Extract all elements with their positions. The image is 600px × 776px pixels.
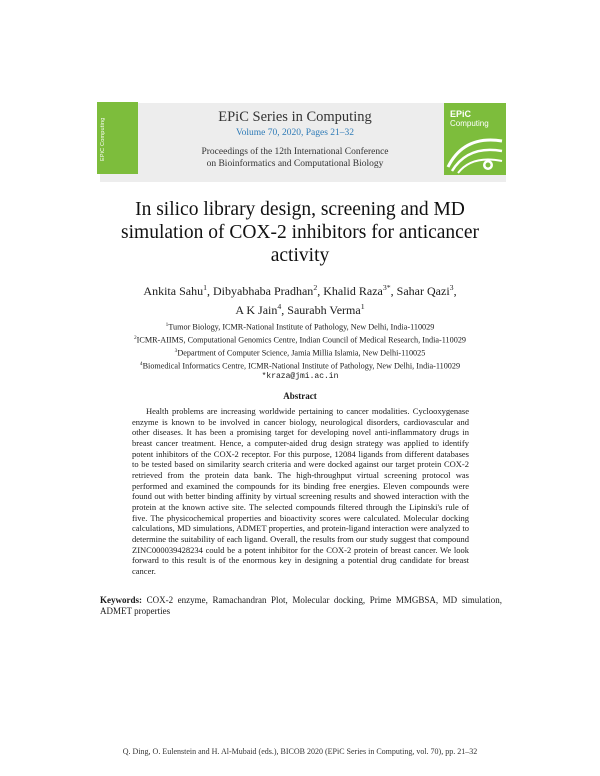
corresponding-email[interactable]: *kraza@jmi.ac.in: [261, 372, 339, 382]
logo-right-subtitle: Computing: [450, 119, 489, 128]
epic-logo-left: [97, 102, 138, 174]
citation-footer: Q. Ding, O. Eulenstein and H. Al-Mubaid (eds.), BICOB 2020 (EPiC Series in Computing, vol. 70), pp. 21–32: [122, 747, 478, 756]
proceedings: [150, 146, 440, 170]
series-title: EPiC Series in Computing: [218, 109, 372, 125]
logo-left-label: EPiC Computing: [100, 117, 106, 161]
author: Ankita Sahu$^1$,: [143, 283, 213, 298]
affiliation: $^2$ICMR-AIIMS, Computational Genomics Centre, Indian Council of Medical Research, India-110029: [133, 335, 467, 345]
keywords-list: COX-2 enzyme, Ramachandran Plot, Molecular docking, Prime MMGBSA, MD simulation, ADMET properties: [100, 595, 502, 616]
affiliation: $^1$Tumor Biology, ICMR-National Institute of Pathology, New Delhi, India-110029: [165, 322, 435, 332]
abstract-text: Health problems are increasing worldwide pertaining to cancer modalities. Cyclooxygenase enzyme is known to be involved in cancer biology, neurological disorders, cardiovascular and other diseases. It has been a promising target for developing novel anti-inflammatory drugs in breast cancer treatment. Hence, a computer-aided drug design strategy was applied to identify potent inhibitors of the COX-2 receptor. For this purpose, 12084 ligands from different databases to be tested based on similarity search criteria and were docked against our target protein COX-2 retrieved from the protein data bank. The high-throughput virtual screening protocol was performed and examined the compounds for its binding free energies. Eleven compounds were found out with better binding affinity by virtual screening results and showed interaction with the protein at the known active site. The selected compounds filtered through the Lipinski's rule of five. The physicochemical properties and bioactivity scores were calculated. Molecular docking calculations, MD simulations, ADMET properties, and protein-ligand interaction were analyzed to determine the suitability of each ligand. Overall, the results from our study suggest that compound ZINC000039428234 could be a potent inhibitor for the COX-2 protein of breast cancer. We look forward to this result is of the enormous key in designing a potential drug candidate for breast cancer.: [132, 406, 469, 576]
author: Khalid Raza$^{3*}$,: [323, 283, 397, 298]
epic-computing-logo: [444, 103, 506, 175]
author-list: [80, 280, 520, 318]
proceedings-line-1: Proceedings of the 12th International Conference: [201, 147, 389, 157]
keywords: [100, 595, 502, 617]
keywords-label: Keywords:: [100, 595, 142, 605]
author: Sahar Qazi$^3$,: [396, 283, 457, 298]
epic-swirl-icon: [444, 131, 506, 175]
affiliation: $^3$Department of Computer Science, Jamia Millia Islamia, New Delhi-110025: [174, 348, 426, 358]
proceedings-line-2: on Bioinformatics and Computational Biology: [206, 159, 384, 169]
affiliation: $^4$Biomedical Informatics Centre, ICMR-National Institute of Pathology, New Delhi, India-110029: [139, 361, 461, 371]
author: A K Jain$^4$,: [235, 302, 288, 317]
logo-right-title: EPiC: [450, 109, 472, 119]
affiliations: [80, 320, 520, 382]
volume-info[interactable]: Volume 70, 2020, Pages 21–32: [235, 128, 355, 138]
author: Saurabh Verma$^1$: [287, 302, 365, 317]
abstract-heading: Abstract: [283, 391, 317, 401]
paper-title: In silico library design, screening and MD simulation of COX-2 inhibitors for anticancer activity: [121, 199, 479, 266]
author: Dibyabhaba Pradhan$^2$,: [213, 283, 324, 298]
